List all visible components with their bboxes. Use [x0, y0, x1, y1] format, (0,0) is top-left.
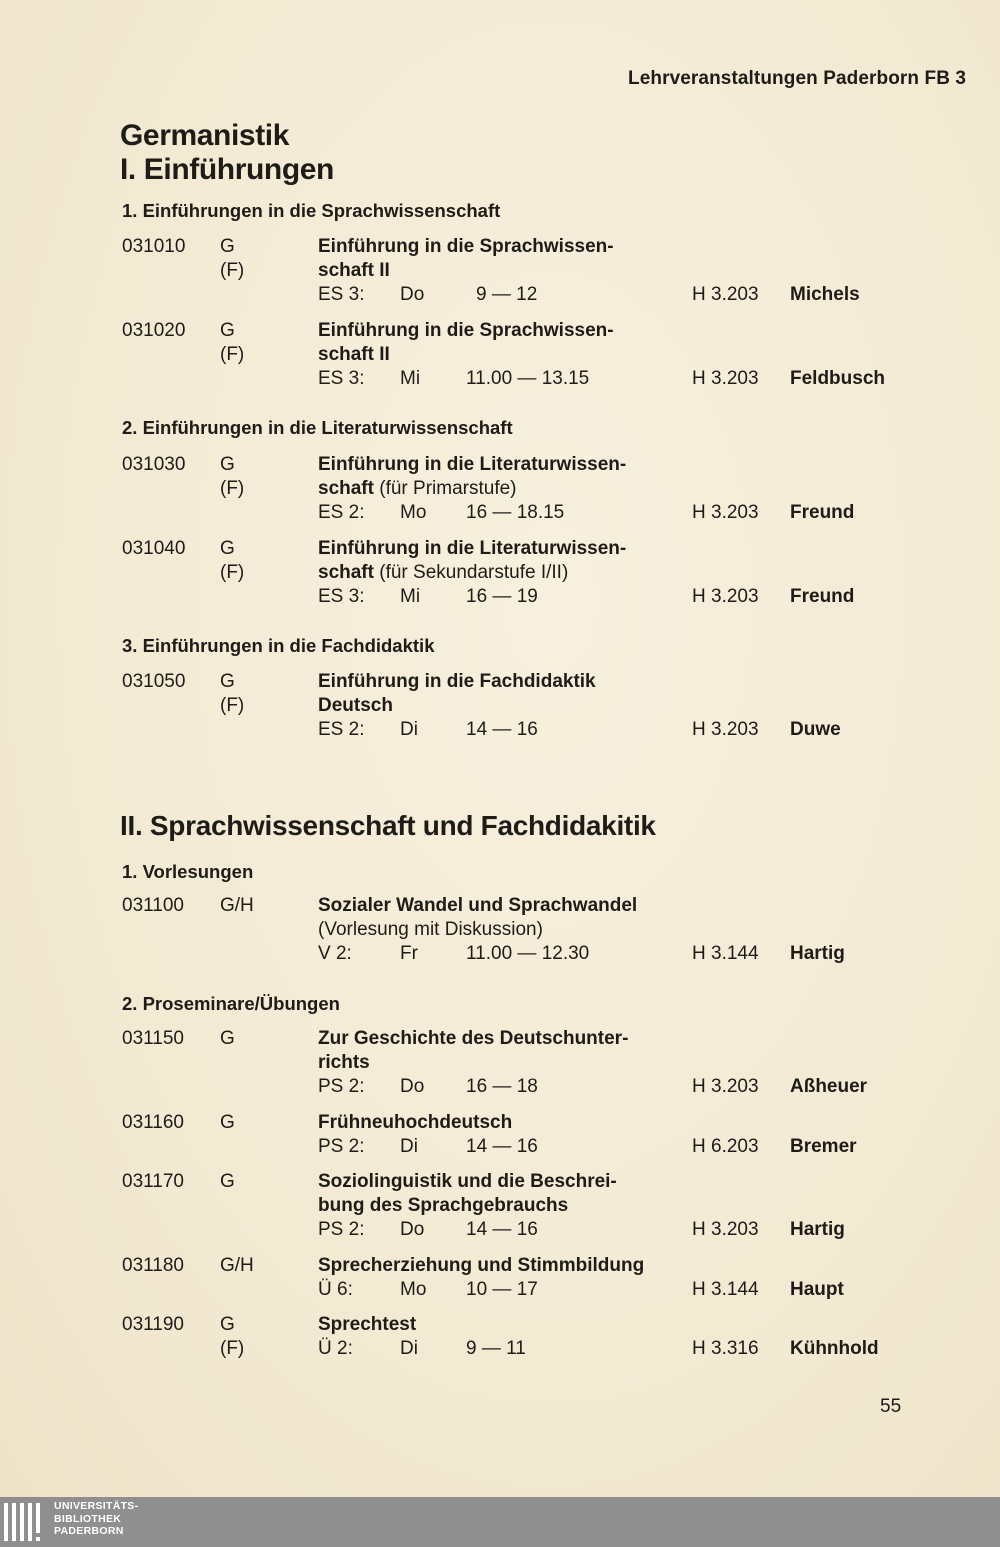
- course-schedule: ES 3: Mi 16 — 19 H 3.203 Freund: [318, 586, 855, 607]
- course-category: G/H: [220, 895, 254, 916]
- course-title: Sprecherziehung und Stimmbildung: [318, 1255, 645, 1276]
- group-heading: 1. Vorlesungen: [122, 861, 254, 882]
- course-title: Einführung in die Sprachwissen- schaft II: [318, 320, 614, 365]
- course-schedule: ES 2: Di 14 — 16 H 3.203 Duwe: [318, 719, 841, 740]
- running-head: Lehrveranstaltungen Paderborn FB 3: [628, 68, 967, 89]
- course-title: Zur Geschichte des Deutschunter- richts: [318, 1028, 629, 1073]
- course-lecturer: Hartig: [790, 1219, 845, 1240]
- course-category: G: [220, 1171, 235, 1192]
- course-category: G: [220, 454, 235, 475]
- course-lecturer: Bremer: [790, 1136, 857, 1157]
- course-flag: (F): [220, 344, 245, 365]
- course-title: Einführung in die Literaturwissen- schaft (für Sekundarstufe I/II): [318, 538, 627, 583]
- course-category: G: [220, 1028, 235, 1049]
- course-number: 031160: [122, 1112, 184, 1133]
- course-number: 031010: [122, 236, 186, 257]
- course-title: Frühneuhochdeutsch: [318, 1112, 513, 1133]
- course-title: Einführung in die Literaturwissen- schaft (für Primarstufe): [318, 454, 627, 499]
- course-category: G: [220, 671, 235, 692]
- course-lecturer: Aßheuer: [790, 1076, 868, 1097]
- course-number: 031150: [122, 1028, 184, 1049]
- library-footer: [0, 1497, 1000, 1547]
- course-category: G: [220, 236, 235, 257]
- group-heading: 2. Proseminare/Übungen: [122, 993, 340, 1014]
- course-number: 031180: [122, 1255, 184, 1276]
- course-title: Sprechtest: [318, 1314, 417, 1335]
- course-title: Sozialer Wandel und Sprachwandel (Vorlesung mit Diskussion): [318, 895, 638, 940]
- course-schedule: ES 2: Mo 16 — 18.15 H 3.203 Freund: [318, 502, 855, 523]
- course-number: 031030: [122, 454, 186, 475]
- course-schedule: PS 2: Di 14 — 16 H 6.203 Bremer: [318, 1136, 857, 1157]
- course-category: G: [220, 320, 235, 341]
- course-schedule: PS 2: Do 16 — 18 H 3.203 Aßheuer: [318, 1076, 868, 1097]
- section-title: Germanistik: [120, 119, 290, 152]
- course-title: Soziolinguistik und die Beschrei- bung des Sprachgebrauchs: [318, 1171, 617, 1216]
- course-schedule: V 2: Fr 11.00 — 12.30 H 3.144 Hartig: [318, 943, 845, 964]
- course-lecturer: Duwe: [790, 719, 841, 740]
- library-logo-icon: [2, 1499, 48, 1545]
- course-title: Einführung in die Fachdidaktik Deutsch: [318, 671, 596, 716]
- course-number: 031170: [122, 1171, 184, 1192]
- course-lecturer: Freund: [790, 586, 855, 607]
- course-lecturer: Hartig: [790, 943, 845, 964]
- course-flag: (F): [220, 260, 245, 281]
- library-name: UNIVERSITÄTS- BIBLIOTHEK PADERBORN: [54, 1500, 139, 1537]
- section-title: II. Sprachwissenschaft und Fachdidakitik: [120, 810, 656, 841]
- group-heading: 3. Einführungen in die Fachdidaktik: [122, 635, 435, 656]
- course-number: 031100: [122, 895, 184, 916]
- course-number: 031190: [122, 1314, 184, 1335]
- group-heading: 2. Einführungen in die Literaturwissenschaft: [122, 417, 513, 438]
- course-lecturer: Feldbusch: [790, 368, 886, 389]
- course-category: G: [220, 538, 235, 559]
- course-lecturer: Haupt: [790, 1279, 844, 1300]
- course-flag: (F): [220, 562, 245, 583]
- course-category: G: [220, 1314, 235, 1335]
- group-heading: 1. Einführungen in die Sprachwissenschaft: [122, 200, 501, 221]
- course-flag: (F): [220, 695, 245, 716]
- course-schedule: PS 2: Do 14 — 16 H 3.203 Hartig: [318, 1219, 845, 1240]
- course-category: G: [220, 1112, 235, 1133]
- course-title: Einführung in die Sprachwissen- schaft II: [318, 236, 614, 281]
- course-schedule: Ü 2: Di 9 — 11 H 3.316 Kühnhold: [318, 1338, 879, 1359]
- page-number: 55: [880, 1396, 902, 1417]
- course-number: 031040: [122, 538, 186, 559]
- course-flag: (F): [220, 1338, 245, 1359]
- course-number: 031020: [122, 320, 186, 341]
- course-schedule: Ü 6: Mo 10 — 17 H 3.144 Haupt: [318, 1279, 844, 1300]
- course-category: G/H: [220, 1255, 254, 1276]
- course-schedule: ES 3: Mi 11.00 — 13.15 H 3.203 Feldbusch: [318, 368, 886, 389]
- course-schedule: ES 3: Do 9 — 12 H 3.203 Michels: [318, 284, 860, 305]
- section-subtitle: I. Einführungen: [120, 153, 334, 186]
- course-flag: (F): [220, 478, 245, 499]
- course-lecturer: Kühnhold: [790, 1338, 879, 1359]
- course-lecturer: Michels: [790, 284, 860, 305]
- course-lecturer: Freund: [790, 502, 855, 523]
- course-number: 031050: [122, 671, 186, 692]
